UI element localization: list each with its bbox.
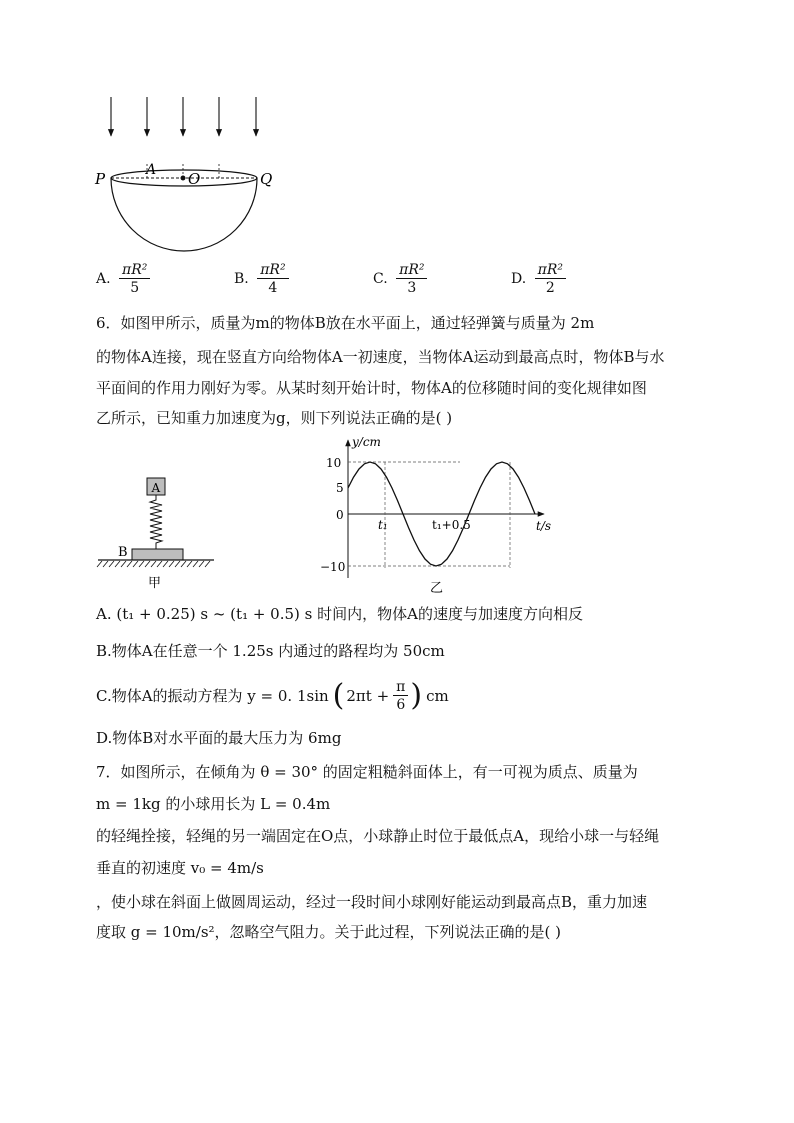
q6-option-c: C.物体A的振动方程为 y = 0. 1sin ( 2πt + $\frac{\pi}{6}$ ) cm — [96, 678, 449, 713]
hemisphere-bowl — [111, 178, 257, 251]
figure-yi-displacement-chart — [300, 430, 570, 600]
q7-stem-line-4: 垂直的初速度 v₀ = 4m/s — [96, 859, 264, 877]
hemisphere-figure — [90, 92, 290, 257]
q6-stem-line-1: 6．如图甲所示，质量为m的物体B放在水平面上，通过轻弹簧与质量为 2m — [96, 314, 595, 332]
spring — [150, 495, 162, 549]
block-b — [132, 549, 183, 560]
label-P: P — [95, 170, 106, 188]
xlabel: t/s — [536, 519, 552, 533]
ylabel: y/cm — [352, 435, 381, 449]
q5-option-d: D. $\frac{\text{πR²}}{2}$ — [511, 262, 566, 296]
q5-option-c: C. $\frac{\text{πR²}}{3}$ — [373, 262, 427, 296]
label-t1: t₁ — [378, 518, 388, 532]
q5-option-a: A. $\frac{\text{πR²}}{5}$ — [96, 262, 150, 296]
svg-text:A: A — [151, 481, 161, 495]
q7-stem-line-6: 度取 g = 10m/s²，忽略空气阻力。关于此过程，下列说法正确的是( ) — [96, 923, 562, 941]
label-Q: Q — [260, 170, 273, 188]
q6-option-d: D.物体B对水平面的最大压力为 6mg — [96, 729, 342, 747]
caption-yi: 乙 — [430, 581, 444, 596]
q7-stem-line-2: m = 1kg 的小球用长为 L = 0.4m — [96, 795, 331, 813]
tick-0: 0 — [336, 508, 344, 522]
q7-stem-line-1: 7．如图所示，在倾角为 θ = 30° 的固定粗糙斜面体上，有一可视为质点、质量为 — [96, 763, 638, 781]
tick-10: 10 — [326, 456, 342, 470]
q6-stem-line-3: 平面间的作用力刚好为零。从某时刻开始计时，物体A的位移随时间的变化规律如图 — [96, 379, 647, 397]
q6-stem-line-2: 的物体A连接，现在竖直方向给物体A一初速度，当物体A运动到最高点时，物体B与水 — [96, 348, 665, 366]
caption-jia: 甲 — [148, 576, 162, 591]
q7-stem-line-3: 的轻绳拴接，轻绳的另一端固定在O点，小球静止时位于最低点A，现给小球一与轻绳 — [96, 827, 660, 845]
tick-5: 5 — [336, 481, 344, 495]
label-A: A — [146, 162, 157, 178]
label-t1-plus-0-5: t₁+0.5 — [432, 518, 471, 532]
q6-option-a: A. (t₁ + 0.25) s ~ (t₁ + 0.5) s 时间内，物体A的速度与加速度方向相反 — [96, 605, 583, 623]
figure-jia-spring-system — [92, 470, 222, 595]
label-b: B — [118, 545, 128, 560]
q6-option-b: B.物体A在任意一个 1.25s 内通过的路程均为 50cm — [96, 642, 445, 660]
tick-minus-10: −10 — [320, 560, 346, 574]
label-O: O — [188, 170, 201, 188]
q7-stem-line-5: ，使小球在斜面上做圆周运动，经过一段时间小球刚好能运动到最高点B，重力加速 — [96, 893, 648, 911]
q5-option-b: B. $\frac{\text{πR²}}{4}$ — [234, 262, 289, 296]
q6-stem-line-4: 乙所示，已知重力加速度为g，则下列说法正确的是( ) — [96, 409, 453, 427]
center-point-O — [181, 176, 186, 181]
